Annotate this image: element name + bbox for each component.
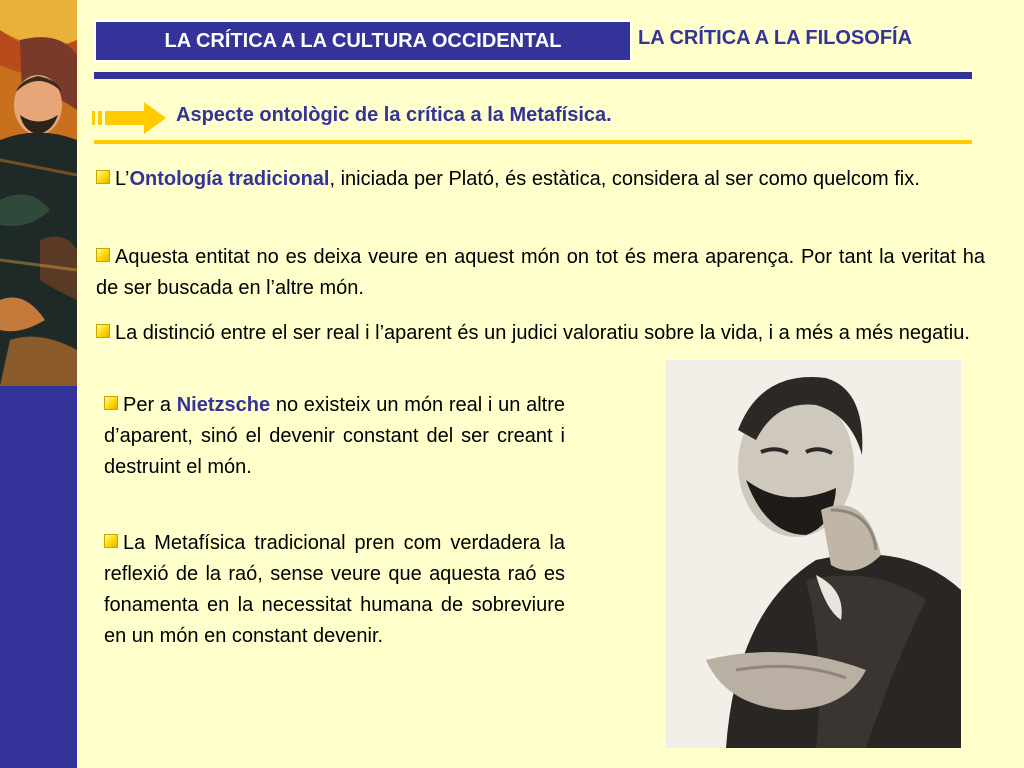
bullet-text-post: no existeix un món real i un altre d’aparent, sinó el devenir constant del ser creant i destruint el món.: [104, 394, 565, 478]
subtitle: Aspecte ontològic de la crítica a la Metafísica.: [176, 104, 612, 126]
bullet-ontologia: [96, 164, 985, 195]
bullet-square-icon: [96, 248, 110, 262]
arrow-right-icon: [92, 100, 170, 136]
bullet-text: Aquesta entitat no es deixa veure en aquest món on tot és mera aparença. Por tant la veritat ha de ser buscada en l’altre món.: [96, 246, 985, 299]
bullet-text-pre: Per a: [123, 394, 177, 416]
expressionist-painting-image: [0, 0, 77, 386]
page-title: LA CRÍTICA A LA CULTURA OCCIDENTAL: [164, 29, 562, 52]
subtitle-divider: [94, 140, 972, 144]
bullet-square-icon: [104, 396, 118, 410]
bullet-text-post: , iniciada per Plató, és estàtica, considera al ser como quelcom fix.: [329, 168, 920, 190]
bullet-nietzsche: [104, 390, 565, 483]
bullet-square-icon: [96, 170, 110, 184]
bullet-distincio: [96, 318, 985, 349]
highlight-term: Nietzsche: [176, 394, 271, 416]
bullet-text: La Metafísica tradicional pren com verdadera la reflexió de la raó, sense veure que aquesta raó es fonamenta en la necessitat humana de sobreviure en un món en constant devenir.: [104, 532, 565, 647]
header-divider: [94, 72, 972, 79]
bullet-entitat: [96, 242, 985, 304]
highlight-term: Ontología tradicional: [129, 168, 330, 190]
bullet-text: La distinció entre el ser real i l’aparent és un judici valoratiu sobre la vida, i a més a més negatiu.: [115, 322, 970, 344]
bullet-square-icon: [96, 324, 110, 338]
nietzsche-portrait-image: [666, 360, 961, 748]
bullet-square-icon: [104, 534, 118, 548]
bullet-metafisica: [104, 528, 565, 652]
section-title: LA CRÍTICA A LA FILOSOFÍA: [638, 27, 913, 49]
bullet-text-pre: L’: [115, 168, 130, 190]
title-box: [94, 20, 632, 62]
